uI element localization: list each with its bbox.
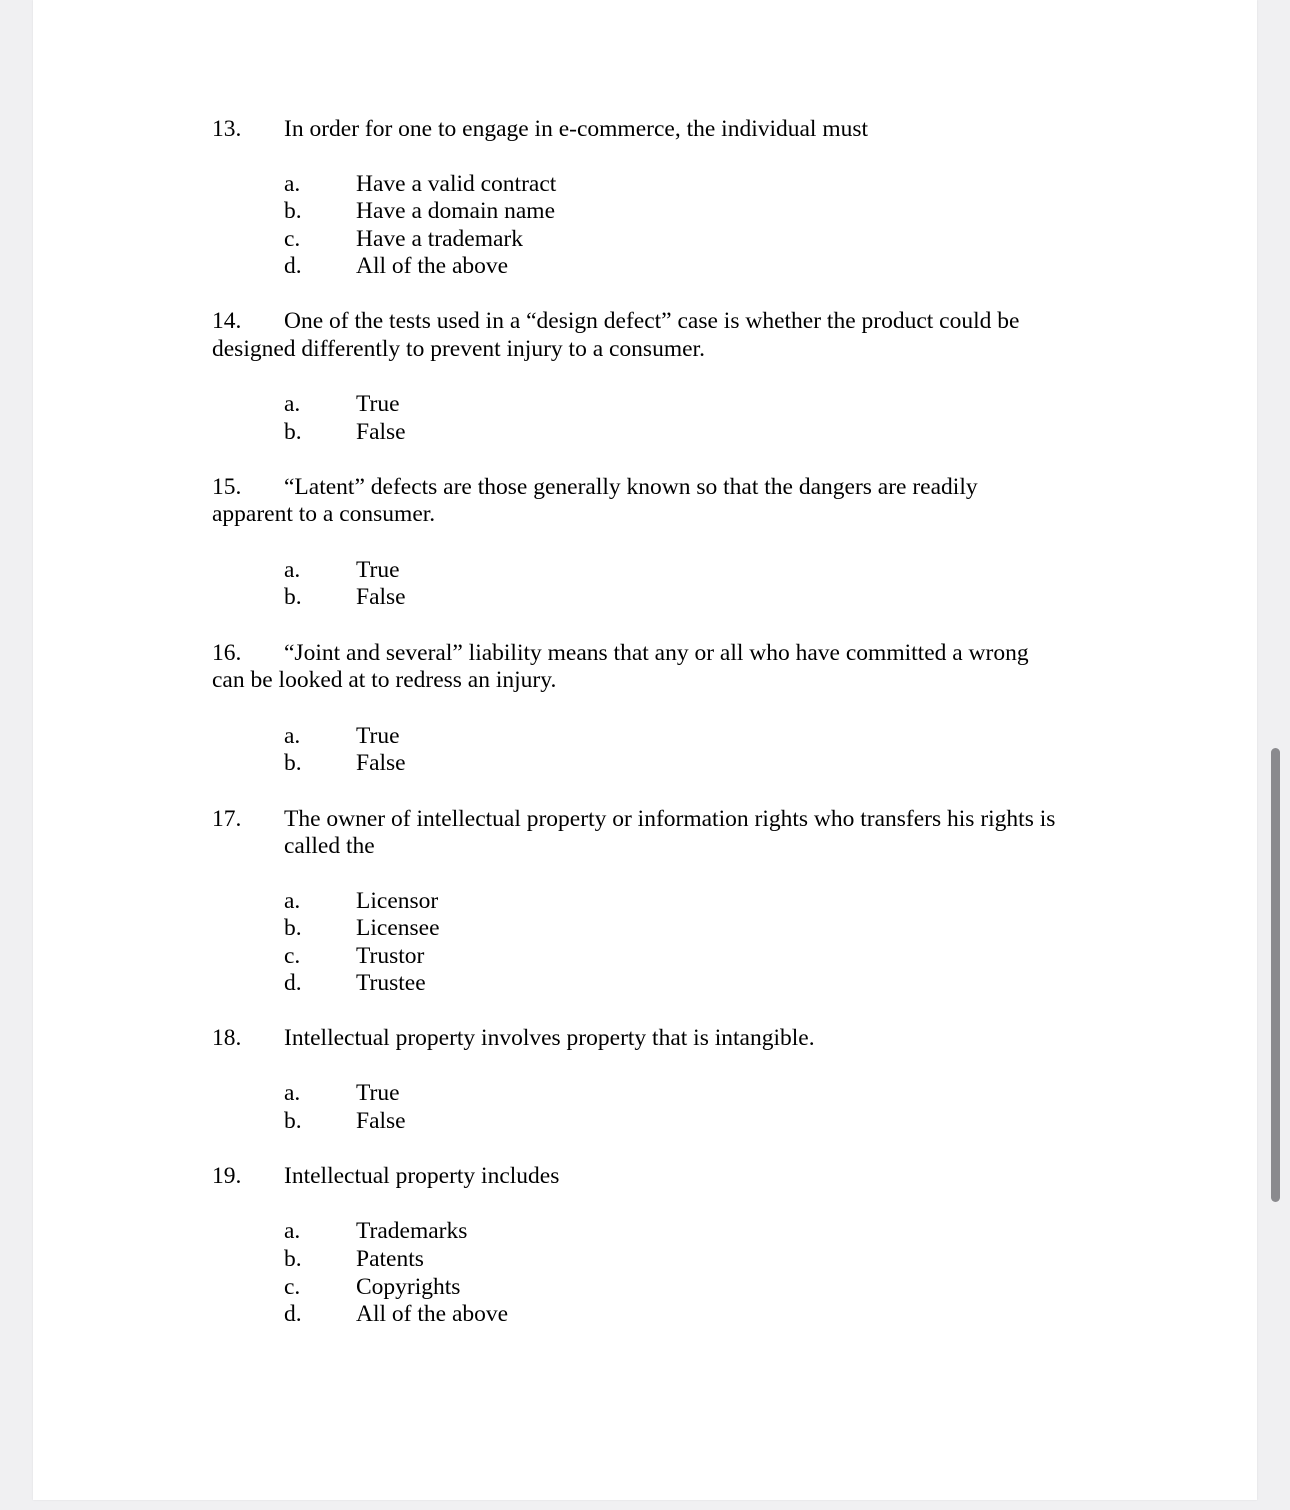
option-letter: a. (284, 557, 301, 583)
option-text: True (356, 723, 400, 749)
question-text: apparent to a consumer. (212, 501, 436, 527)
question-number: 17. (212, 806, 242, 832)
option-text: All of the above (356, 1301, 509, 1327)
option-letter: d. (284, 253, 302, 279)
question-text: “Latent” defects are those generally known so that the dangers are readily (284, 474, 978, 500)
option-text: Licensee (356, 915, 440, 941)
question-number: 19. (212, 1163, 242, 1189)
option-letter: d. (284, 1301, 302, 1327)
document-page (33, 0, 1257, 1500)
question-text: “Joint and several” liability means that any or all who have committed a wrong (284, 640, 1029, 666)
question-text: can be looked at to redress an injury. (212, 667, 557, 693)
option-text: Have a trademark (356, 226, 524, 252)
option-letter: d. (284, 970, 302, 996)
question-number: 13. (212, 116, 242, 142)
question-number: 18. (212, 1025, 242, 1051)
option-letter: b. (284, 419, 302, 445)
option-letter: b. (284, 750, 302, 776)
option-text: Have a valid contract (356, 171, 557, 197)
option-letter: a. (284, 171, 301, 197)
option-letter: a. (284, 888, 301, 914)
option-letter: a. (284, 723, 301, 749)
question-text: One of the tests used in a “design defect” case is whether the product could be (284, 308, 1020, 334)
question-number: 16. (212, 640, 242, 666)
option-letter: a. (284, 391, 301, 417)
option-text: Have a domain name (356, 198, 556, 224)
option-letter: c. (284, 1274, 301, 1300)
option-letter: b. (284, 915, 302, 941)
question-text: Intellectual property involves property that is intangible. (284, 1025, 815, 1051)
option-letter: a. (284, 1080, 301, 1106)
question-text: Intellectual property includes (284, 1163, 560, 1189)
option-text: False (356, 1108, 406, 1134)
option-text: Patents (356, 1246, 424, 1272)
question-number: 15. (212, 474, 242, 500)
option-letter: b. (284, 584, 302, 610)
option-letter: b. (284, 198, 302, 224)
option-text: False (356, 584, 406, 610)
question-text: In order for one to engage in e-commerce, the individual must (284, 116, 869, 142)
option-text: Licensor (356, 888, 439, 914)
question-number: 14. (212, 308, 242, 334)
option-text: False (356, 419, 406, 445)
question-text: designed differently to prevent injury to a consumer. (212, 336, 705, 362)
question-text: called the (284, 833, 375, 859)
question-text: The owner of intellectual property or information rights who transfers his rights is (284, 806, 1056, 832)
option-letter: b. (284, 1108, 302, 1134)
option-letter: b. (284, 1246, 302, 1272)
option-letter: c. (284, 943, 301, 969)
option-letter: c. (284, 226, 301, 252)
option-letter: a. (284, 1218, 301, 1244)
option-text: False (356, 750, 406, 776)
scrollbar-thumb[interactable] (1271, 748, 1280, 1202)
option-text: Copyrights (356, 1274, 461, 1300)
option-text: True (356, 391, 400, 417)
option-text: True (356, 1080, 400, 1106)
option-text: Trademarks (356, 1218, 468, 1244)
option-text: All of the above (356, 253, 509, 279)
option-text: True (356, 557, 400, 583)
option-text: Trustee (356, 970, 426, 996)
option-text: Trustor (356, 943, 425, 969)
